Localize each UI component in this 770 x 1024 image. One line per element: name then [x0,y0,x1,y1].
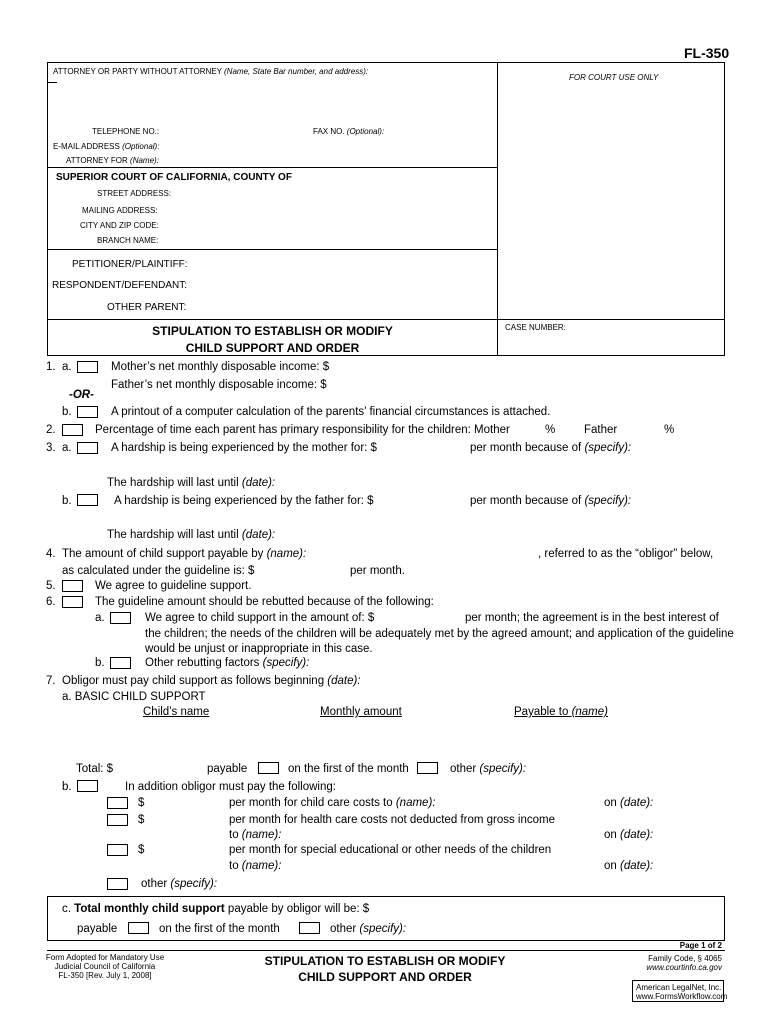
health-care-label: per month for health care costs not deducted from gross income [229,814,555,826]
footer-rule [47,950,725,951]
basic-payable-label: payable [207,763,248,775]
total-first-of-month-label: on the first of the month [159,923,280,935]
fax-label: FAX NO. (Optional): [313,127,385,136]
legalnet-site[interactable]: www.FormsWorkflow.com [636,992,728,1001]
agree-guideline-label: We agree to guideline support. [95,580,252,592]
header-divider-court [47,167,498,168]
basic-first-of-month-checkbox[interactable] [258,762,279,774]
other-costs-checkbox[interactable] [107,878,128,890]
basic-other-checkbox[interactable] [417,762,438,774]
child-care-date-label: on (date): [604,797,654,809]
case-number-label: CASE NUMBER: [505,323,566,332]
page-number: Page 1 of 2 [679,941,722,950]
in-addition-label: In addition obligor must pay the following: [125,781,336,793]
branch-label: BRANCH NAME: [97,236,159,245]
item-1a-checkbox[interactable] [77,361,98,373]
unjust-label: would be unjust or inappropriate in this case. [145,643,373,655]
other-rebutting-label: Other rebutting factors (specify): [145,657,310,669]
mother-because-label: per month because of (specify): [470,442,632,454]
item-2-number: 2. [46,424,56,436]
col-child-name: Child’s name [143,706,210,718]
obligor-pay-label: Obligor must pay child support as follows beginning (date): [62,675,361,687]
per-month-agreement-label: per month; the agreement is in the best interest of [465,612,719,624]
legalnet-name: American LegalNet, Inc. [636,983,722,992]
obligor-label: , referred to as the “obligor” below, [538,548,714,560]
father-income-label: Father’s net monthly disposable income: $ [111,379,327,391]
item-3b-letter: b. [62,495,72,507]
item-6b-letter: b. [95,657,105,669]
rebutted-label: The guideline amount should be rebutted because of the following: [95,596,434,608]
item-3b-checkbox[interactable] [77,494,98,506]
telephone-label: TELEPHONE NO.: [92,127,160,136]
item-6b-checkbox[interactable] [110,657,131,669]
hardship-father-label: A hardship is being experienced by the father for: $ [114,495,374,507]
attorney-tick [47,82,57,83]
item-7b-checkbox[interactable] [77,780,98,792]
item-6a-checkbox[interactable] [110,612,131,624]
item-5-number: 5. [46,580,56,592]
item-6-number: 6. [46,596,56,608]
total-monthly-label: c. Total monthly child support payable by obligor will be: $ [62,903,370,915]
percent-time-label: Percentage of time each parent has primary responsibility for the children: Mother [95,424,510,436]
father-percent-sign: % [664,424,675,436]
item-1a-letter: a. [62,361,72,373]
item-7c-box-right [724,896,725,940]
family-code: Family Code, § 4065 [648,954,722,963]
special-needs-to-label: to (name): [229,860,282,872]
email-label: E-MAIL ADDRESS (Optional): [53,142,160,151]
total-label: Total: $ [76,763,114,775]
basic-support-label: a. BASIC CHILD SUPPORT [62,691,206,703]
item-3-number: 3. [46,442,56,454]
item-7c-box-left [47,896,48,940]
mother-income-label: Mother’s net monthly disposable income: $ [111,361,330,373]
court-site: www.courtinfo.ca.gov [646,963,722,972]
item-6-checkbox[interactable] [62,596,83,608]
item-7b-letter: b. [62,781,72,793]
form-id: FL-350 [684,45,730,61]
health-care-checkbox[interactable] [107,814,128,826]
child-care-checkbox[interactable] [107,797,128,809]
special-needs-label: per month for special educational or other needs of the children [229,844,552,856]
health-care-to-label: to (name): [229,829,282,841]
amount-payable-label: The amount of child support payable by (name): [62,548,307,560]
item-5-checkbox[interactable] [62,580,83,592]
adopted-line2: Judicial Council of California [54,962,156,971]
item-1b-letter: b. [62,406,72,418]
father-label: Father [584,424,618,436]
item-3a-letter: a. [62,442,72,454]
header-left-border [47,62,48,356]
item-4-number: 4. [46,548,56,560]
child-care-dollar: $ [138,797,145,809]
city-label: CITY AND ZIP CODE: [80,221,159,230]
adopted-line3: FL-350 [Rev. July 1, 2008] [58,971,152,980]
mother-percent-sign: % [545,424,556,436]
footer-title-line2: CHILD SUPPORT AND ORDER [298,970,472,984]
total-other-label: other (specify): [330,923,407,935]
agree-amount-label: We agree to child support in the amount of: $ [145,612,375,624]
hardship-mother-label: A hardship is being experienced by the mother for: $ [111,442,377,454]
or-label: -OR- [69,389,94,401]
basic-other-label: other (specify): [450,763,527,775]
mother-hardship-until-label: The hardship will last until (date): [107,477,276,489]
attorney-label: ATTORNEY OR PARTY WITHOUT ATTORNEY (Name, State Bar number, and address): [53,67,369,76]
header-divider-title [47,319,725,320]
other-parent-label: OTHER PARENT: [107,302,187,313]
health-care-date-label: on (date): [604,829,654,841]
attorney-for-label: ATTORNEY FOR (Name): [66,156,159,165]
item-1-number: 1. [46,361,56,373]
item-2-checkbox[interactable] [62,424,83,436]
header-top-border [47,62,725,63]
header-bottom-border [47,355,725,356]
petitioner-label: PETITIONER/PLAINTIFF: [72,259,188,270]
header-mid-border [497,62,498,356]
header-right-border [724,62,725,356]
per-month-label: per month. [350,565,405,577]
father-hardship-until-label: The hardship will last until (date): [107,529,276,541]
item-3a-checkbox[interactable] [77,442,98,454]
doc-title-line1: STIPULATION TO ESTABLISH OR MODIFY [152,324,393,338]
item-1b-checkbox[interactable] [77,406,98,418]
court-label: SUPERIOR COURT OF CALIFORNIA, COUNTY OF [56,172,292,183]
total-payable-label: payable [77,923,118,935]
item-7-number: 7. [46,675,56,687]
special-needs-date-label: on (date): [604,860,654,872]
col-monthly-amount: Monthly amount [320,706,402,718]
item-7c-box-top [47,896,725,897]
street-label: STREET ADDRESS: [97,189,172,198]
total-first-of-month-checkbox[interactable] [128,922,149,934]
footer-title-line1: STIPULATION TO ESTABLISH OR MODIFY [264,954,506,968]
item-6a-letter: a. [95,612,105,624]
legalnet-box [632,980,728,1002]
special-needs-checkbox[interactable] [107,844,128,856]
as-calculated-label: as calculated under the guideline is: $ [62,565,255,577]
special-needs-dollar: $ [138,844,145,856]
total-other-checkbox[interactable] [299,922,320,934]
health-care-dollar: $ [138,814,145,826]
header-divider-parties [47,249,498,250]
basic-first-of-month-label: on the first of the month [288,763,409,775]
col-payable-to: Payable to (name) [514,706,608,718]
other-costs-label: other (specify): [141,878,218,890]
child-care-label: per month for child care costs to (name): [229,797,436,809]
adopted-line1: Form Adopted for Mandatory Use [45,953,165,962]
father-because-label: per month because of (specify): [470,495,632,507]
respondent-label: RESPONDENT/DEFENDANT: [52,280,188,291]
court-use-label: FOR COURT USE ONLY [569,73,659,82]
doc-title-line2: CHILD SUPPORT AND ORDER [185,341,360,355]
needs-label: the children; the needs of the children will be adequately met by the agreed amount; and application of the guideline [145,628,734,640]
printout-label: A printout of a computer calculation of the parents’ financial circumstances is attached. [111,406,551,418]
mailing-label: MAILING ADDRESS: [82,206,158,215]
